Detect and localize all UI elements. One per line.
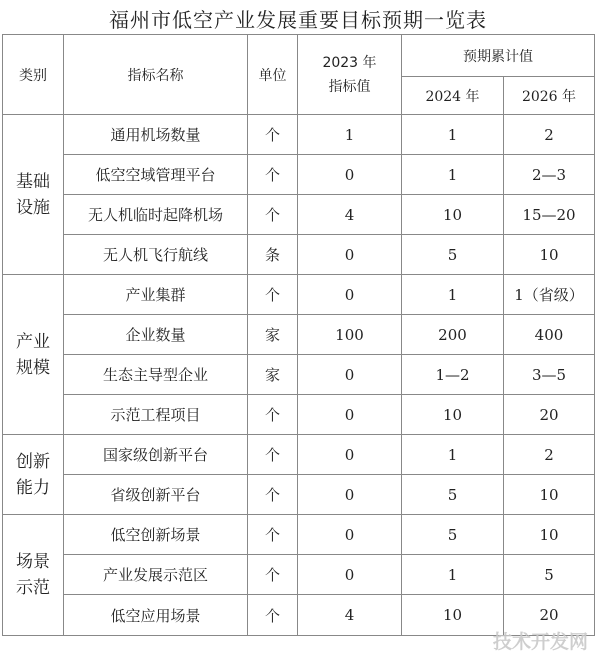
value-2026-cell: 10 xyxy=(504,235,595,275)
value-2023-cell: 4 xyxy=(298,595,402,636)
indicator-name-cell: 省级创新平台 xyxy=(64,475,248,515)
table-row xyxy=(3,435,595,475)
table-row xyxy=(3,395,595,435)
value-2023-cell: 0 xyxy=(298,555,402,595)
category-line-1: 基础 xyxy=(16,171,50,192)
value-2024-cell: 10 xyxy=(402,195,504,235)
table-row xyxy=(3,355,595,395)
unit-cell: 个 xyxy=(248,555,298,595)
value-2026-cell: 2 xyxy=(504,115,595,155)
category-line-1: 创新 xyxy=(16,451,50,472)
header-unit: 单位 xyxy=(248,35,298,115)
header-indicator: 指标名称 xyxy=(64,35,248,115)
value-2023-cell: 0 xyxy=(298,275,402,315)
header-base-year xyxy=(298,35,402,115)
table-row xyxy=(3,115,595,155)
value-2023-cell: 4 xyxy=(298,195,402,235)
value-2023-cell: 0 xyxy=(298,475,402,515)
value-2023-cell: 0 xyxy=(298,515,402,555)
value-2026-cell: 400 xyxy=(504,315,595,355)
unit-cell: 家 xyxy=(248,315,298,355)
value-2026-cell: 10 xyxy=(504,475,595,515)
targets-table xyxy=(2,34,595,636)
value-2026-cell: 20 xyxy=(504,395,595,435)
indicator-name-cell: 低空空域管理平台 xyxy=(64,155,248,195)
table-row xyxy=(3,515,595,555)
unit-cell: 个 xyxy=(248,115,298,155)
value-2023-cell: 0 xyxy=(298,435,402,475)
unit-cell: 个 xyxy=(248,435,298,475)
value-2024-cell: 1 xyxy=(402,155,504,195)
indicator-name-cell: 无人机临时起降机场 xyxy=(64,195,248,235)
category-line-2: 能力 xyxy=(16,477,50,498)
indicator-name-cell: 生态主导型企业 xyxy=(64,355,248,395)
value-2026-cell: 2—3 xyxy=(504,155,595,195)
table-row xyxy=(3,555,595,595)
unit-cell: 家 xyxy=(248,355,298,395)
indicator-name-cell: 无人机飞行航线 xyxy=(64,235,248,275)
unit-cell: 个 xyxy=(248,155,298,195)
header-projected: 预期累计值 xyxy=(402,35,595,77)
unit-cell: 条 xyxy=(248,235,298,275)
table-row xyxy=(3,155,595,195)
value-2024-cell: 200 xyxy=(402,315,504,355)
unit-cell: 个 xyxy=(248,475,298,515)
value-2024-cell: 5 xyxy=(402,235,504,275)
value-2023-cell: 100 xyxy=(298,315,402,355)
value-2024-cell: 10 xyxy=(402,395,504,435)
value-2026-cell: 2 xyxy=(504,435,595,475)
indicator-name-cell: 企业数量 xyxy=(64,315,248,355)
category-line-2: 示范 xyxy=(16,578,50,598)
header-year-2026: 2026 年 xyxy=(504,77,595,115)
value-2024-cell: 1 xyxy=(402,275,504,315)
header-category: 类别 xyxy=(3,35,64,115)
header-year-2024: 2024 年 xyxy=(402,77,504,115)
indicator-name-cell: 国家级创新平台 xyxy=(64,435,248,475)
table-row xyxy=(3,475,595,515)
table-row xyxy=(3,195,595,235)
indicator-name-cell: 通用机场数量 xyxy=(64,115,248,155)
indicator-name-cell: 产业发展示范区 xyxy=(64,555,248,595)
value-2026-cell: 10 xyxy=(504,515,595,555)
indicator-name-cell: 低空创新场景 xyxy=(64,515,248,555)
category-cell xyxy=(3,435,64,515)
indicator-name-cell: 示范工程项目 xyxy=(64,395,248,435)
unit-cell: 个 xyxy=(248,515,298,555)
value-2024-cell: 1 xyxy=(402,435,504,475)
value-2023-cell: 0 xyxy=(298,395,402,435)
category-cell xyxy=(3,115,64,275)
value-2026-cell: 20 xyxy=(504,595,595,636)
value-2023-cell: 1 xyxy=(298,115,402,155)
value-2024-cell: 5 xyxy=(402,475,504,515)
table-row xyxy=(3,315,595,355)
value-2024-cell: 5 xyxy=(402,515,504,555)
value-2026-cell: 1（省级） xyxy=(504,275,595,315)
value-2024-cell: 10 xyxy=(402,595,504,636)
value-2026-cell: 3—5 xyxy=(504,355,595,395)
unit-cell: 个 xyxy=(248,395,298,435)
table-body xyxy=(3,115,595,636)
page-title: 福州市低空产业发展重要目标预期一览表 xyxy=(109,8,487,32)
category-line-1: 产业 xyxy=(16,331,50,352)
indicator-name-cell: 产业集群 xyxy=(64,275,248,315)
table-row xyxy=(3,235,595,275)
value-2024-cell: 1 xyxy=(402,115,504,155)
watermark: 技术开发网 xyxy=(492,631,588,653)
category-cell xyxy=(3,515,64,636)
value-2023-cell: 0 xyxy=(298,155,402,195)
unit-cell: 个 xyxy=(248,275,298,315)
category-line-1: 场景 xyxy=(16,552,50,572)
value-2024-cell: 1 xyxy=(402,555,504,595)
category-cell xyxy=(3,275,64,435)
table-row xyxy=(3,275,595,315)
value-2026-cell: 15—20 xyxy=(504,195,595,235)
category-line-2: 规模 xyxy=(16,357,50,378)
header-base-year-label: 2023 年 xyxy=(322,54,377,71)
value-2023-cell: 0 xyxy=(298,235,402,275)
value-2023-cell: 0 xyxy=(298,355,402,395)
value-2024-cell: 1—2 xyxy=(402,355,504,395)
value-2026-cell: 5 xyxy=(504,555,595,595)
indicator-name-cell: 低空应用场景 xyxy=(64,595,248,636)
header-base-value-label: 指标值 xyxy=(328,78,371,95)
unit-cell: 个 xyxy=(248,595,298,636)
unit-cell: 个 xyxy=(248,195,298,235)
category-line-2: 设施 xyxy=(16,197,50,218)
